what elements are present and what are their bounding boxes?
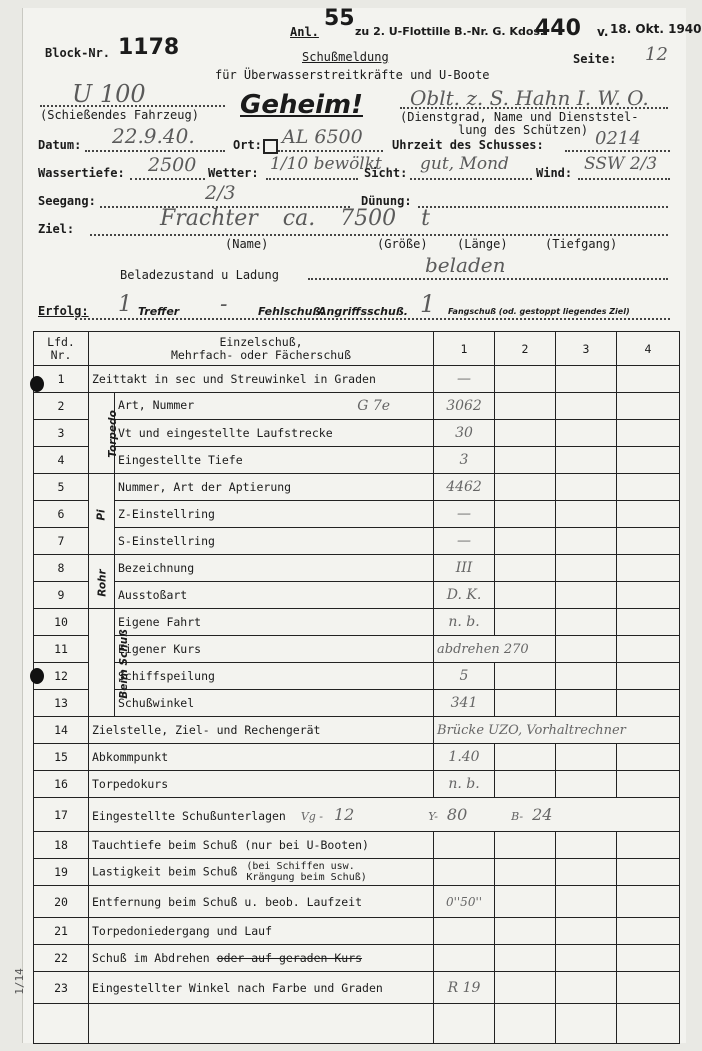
- table-row: [34, 474, 680, 501]
- row-label: Nummer, Art der Aptierung: [115, 474, 434, 501]
- row-label: Schußwinkel: [115, 690, 434, 717]
- group-rohr: [89, 555, 115, 609]
- row-label: Zeittakt in sec und Streuwinkel in Graden: [89, 366, 434, 393]
- table-row: [34, 886, 680, 918]
- row-struck-text: oder auf geraden Kurs: [216, 951, 363, 965]
- row-value-1: 3: [434, 447, 495, 474]
- doc-subtitle: für Überwasserstreitkräfte und U-Boote: [215, 68, 490, 82]
- margin-mark: 1/14: [12, 968, 26, 995]
- table-row: [34, 420, 680, 447]
- shooter-line: [400, 107, 668, 109]
- row-nr: 18: [34, 832, 89, 859]
- row-label: [115, 393, 434, 420]
- col-desc-line-2: Mehrfach- oder Fächerschuß: [171, 347, 352, 362]
- row-value-1: 4462: [434, 474, 495, 501]
- doc-title: Schußmeldung: [302, 50, 389, 64]
- wetter-line: [266, 178, 358, 180]
- row-nr: 13: [34, 690, 89, 717]
- duenung-line: [418, 206, 668, 208]
- row-nr: 4: [34, 447, 89, 474]
- row-nr: 3: [34, 420, 89, 447]
- ort-line: [278, 150, 383, 152]
- table-row: [34, 582, 680, 609]
- row-nr: 7: [34, 528, 89, 555]
- row-value-1: —: [434, 528, 495, 555]
- row-note-1: (bei Schiffen usw.: [246, 861, 355, 872]
- table-row: [34, 528, 680, 555]
- row-label: Torpedokurs: [89, 771, 434, 798]
- row-label: Eingestellter Winkel nach Farbe und Graden: [89, 972, 434, 1004]
- row-label: Abkommpunkt: [89, 744, 434, 771]
- y-label: Y-: [428, 810, 438, 823]
- ziel-label: Ziel:: [38, 222, 75, 236]
- secret-stamp: Geheim!: [240, 90, 363, 120]
- row-nr: 5: [34, 474, 89, 501]
- table-header-row: [34, 332, 680, 366]
- row-label: Z-Einstellring: [115, 501, 434, 528]
- wassertiefe-line: [130, 178, 205, 180]
- row-nr: 2: [34, 393, 89, 420]
- kdos-number: 440: [535, 16, 581, 41]
- table-row: [34, 447, 680, 474]
- row-label: S-Einstellring: [115, 528, 434, 555]
- laenge-label: (Länge): [457, 237, 508, 251]
- row-label-text: Schuß im Abdrehen: [92, 951, 210, 965]
- group-pi-label: Pi: [95, 509, 108, 521]
- row-nr: 15: [34, 744, 89, 771]
- table-row: [34, 609, 680, 636]
- page-value: 12: [645, 44, 668, 65]
- table-row: [34, 717, 680, 744]
- row-value-1: 341: [434, 690, 495, 717]
- vessel-line: [40, 105, 225, 107]
- vessel-value: U 100: [72, 80, 146, 108]
- block-label: Block-Nr.: [45, 46, 111, 60]
- punch-hole: [30, 668, 44, 684]
- uhrzeit-label: Uhrzeit des Schusses:: [392, 138, 544, 152]
- row-label: Ausstoßart: [115, 582, 434, 609]
- group-torpedo: [89, 393, 119, 474]
- row-nr: 23: [34, 972, 89, 1004]
- col-header-4: 4: [617, 332, 680, 366]
- date-prefix: v.: [597, 25, 609, 39]
- row-note: G 7e: [357, 398, 391, 414]
- wind-value: SSW 2/3: [584, 154, 658, 174]
- vessel-label: (Schießendes Fahrzeug): [40, 108, 199, 122]
- row-label: Vt und eingestellte Laufstrecke: [115, 420, 434, 447]
- row-label-text: Lastigkeit beim Schuß: [92, 864, 238, 879]
- duenung-label: Dünung:: [361, 194, 412, 208]
- datum-line: [85, 150, 225, 152]
- anl-prefix: Anl.: [290, 25, 319, 39]
- row-value-1: D. K.: [434, 582, 495, 609]
- block-number: 1178: [118, 35, 180, 60]
- row-nr: 12: [34, 663, 89, 690]
- erfolg-angriff-value: 1: [420, 290, 436, 318]
- row-label: [89, 798, 680, 832]
- ort-label: Ort:: [233, 138, 262, 152]
- group-torpedo-label: Torpedo: [106, 410, 119, 458]
- table-row: [34, 798, 680, 832]
- row-label-text: Art, Nummer: [118, 398, 195, 412]
- table-row: [34, 663, 680, 690]
- row-label: [89, 859, 434, 886]
- col-header-3: 3: [556, 332, 617, 366]
- table-row: [34, 501, 680, 528]
- row-value-1: R 19: [434, 972, 495, 1004]
- table-row: [34, 972, 680, 1004]
- seegang-label: Seegang:: [38, 194, 96, 208]
- ort-value: AL 6500: [282, 126, 363, 148]
- wind-line: [578, 178, 670, 180]
- erfolg-fehl-value: -: [220, 292, 228, 317]
- table-row: [34, 771, 680, 798]
- row-value-1: 0''50'': [434, 886, 495, 918]
- groesse-label: (Größe): [377, 237, 428, 251]
- erfolg-label: Erfolg:: [38, 304, 89, 318]
- checkbox-icon: [263, 139, 278, 154]
- vg-label: Vg -: [300, 810, 324, 823]
- row-label-text: Eingestellte Schußunterlagen: [92, 809, 286, 823]
- shooter-value: Oblt. z. S. Hahn I. W. O.: [410, 86, 649, 110]
- row-nr: 19: [34, 859, 89, 886]
- table-blank-row: [34, 1004, 680, 1044]
- row-label: Eingestellte Tiefe: [115, 447, 434, 474]
- punch-hole: [30, 376, 44, 392]
- row-nr: 17: [34, 798, 89, 832]
- shooter-label-1: (Dienstgrad, Name und Dienststel-: [400, 110, 639, 124]
- uhrzeit-value: 0214: [595, 128, 641, 149]
- col-lfd-line-2: Nr.: [50, 347, 72, 362]
- table-row: [34, 555, 680, 582]
- wind-label: Wind:: [536, 166, 573, 180]
- row-label: Eigener Kurs: [115, 636, 434, 663]
- beladung-line: [308, 278, 668, 280]
- page-label: Seite:: [573, 52, 617, 66]
- row-value-1: 1.40: [434, 744, 495, 771]
- row-value-1: 30: [434, 420, 495, 447]
- header-date: 18. Okt. 1940: [610, 22, 702, 36]
- ziel-value: Frachter ca. 7500 t: [160, 206, 431, 231]
- row-note: Brücke UZO, Vorhaltrechner: [434, 717, 680, 744]
- row-nr: 11: [34, 636, 89, 663]
- erfolg-angriff-label: Angriffsschuß.: [318, 305, 408, 318]
- row-nr: 14: [34, 717, 89, 744]
- row-value-1: —: [434, 501, 495, 528]
- row-label: Torpedoniedergang und Lauf: [89, 918, 434, 945]
- col-header-1: 1: [434, 332, 495, 366]
- table-row: [34, 744, 680, 771]
- datum-label: Datum:: [38, 138, 82, 152]
- uhrzeit-line: [565, 150, 670, 152]
- col-desc-line-1: Einzelschuß,: [219, 334, 303, 349]
- row-value-1: 5: [434, 663, 495, 690]
- col-header-lfd: [34, 332, 89, 366]
- table-row: [34, 945, 680, 972]
- sicht-value: gut, Mond: [420, 154, 509, 174]
- row-label: Eigene Fahrt: [115, 609, 434, 636]
- row-value-1: n. b.: [434, 771, 495, 798]
- erfolg-fang-label: Fangschuß (od. gestoppt liegendes Ziel): [448, 307, 630, 316]
- table-row: [34, 636, 680, 663]
- row-note: [246, 861, 366, 883]
- row-label: Schiffspeilung: [115, 663, 434, 690]
- shooter-label-2: lung des Schützen): [458, 123, 589, 137]
- anl-number: 55: [324, 6, 355, 31]
- row-label: Tauchtiefe beim Schuß (nur bei U-Booten): [89, 832, 434, 859]
- row-nr: 20: [34, 886, 89, 918]
- erfolg-treffer-value: 1: [118, 292, 132, 317]
- wassertiefe-value: 2500: [148, 154, 197, 176]
- table-row: [34, 832, 680, 859]
- row-value-1: n. b.: [434, 609, 495, 636]
- row-label: [89, 945, 434, 972]
- row-nr: 1: [34, 366, 89, 393]
- beladung-value: beladen: [425, 253, 506, 277]
- sicht-line: [410, 178, 532, 180]
- datum-value: 22.9.40.: [112, 124, 195, 148]
- table-row: [34, 393, 680, 420]
- erfolg-line: [75, 318, 670, 320]
- table-row: [34, 690, 680, 717]
- col-lfd-line-1: Lfd.: [47, 334, 75, 349]
- row-nr: 8: [34, 555, 89, 582]
- table-row: [34, 366, 680, 393]
- group-rohr-label: Rohr: [96, 568, 109, 597]
- y-value: 80: [446, 805, 468, 824]
- wassertiefe-label: Wassertiefe:: [38, 166, 125, 180]
- row-label: Entfernung beim Schuß u. beob. Laufzeit: [89, 886, 434, 918]
- wetter-value: 1/10 bewölkt: [270, 154, 382, 174]
- col-header-2: 2: [495, 332, 556, 366]
- row-value-1: abdrehen 270: [434, 636, 556, 663]
- group-beim-schuss: [89, 609, 130, 717]
- b-label: B-: [511, 810, 524, 823]
- row-label: Bezeichnung: [115, 555, 434, 582]
- group-pi: [89, 474, 115, 555]
- row-nr: 22: [34, 945, 89, 972]
- ziel-line: [90, 234, 668, 236]
- row-nr: 9: [34, 582, 89, 609]
- tiefgang-label: (Tiefgang): [545, 237, 618, 251]
- table-row: [34, 918, 680, 945]
- col-header-desc: [89, 332, 434, 366]
- row-note-2: Krängung beim Schuß): [246, 872, 367, 883]
- table-row: [34, 859, 680, 886]
- shot-data-table: [33, 331, 680, 1044]
- sicht-label: Sicht:: [364, 166, 408, 180]
- b-value: 24: [532, 805, 553, 824]
- name-label: (Name): [225, 237, 269, 251]
- seegang-value: 2/3: [205, 182, 236, 204]
- row-nr: 21: [34, 918, 89, 945]
- row-value-1: —: [434, 366, 495, 393]
- row-nr: 16: [34, 771, 89, 798]
- vg-value: 12: [333, 805, 355, 824]
- wetter-label: Wetter:: [208, 166, 259, 180]
- row-value-1: III: [434, 555, 495, 582]
- row-label: Zielstelle, Ziel- und Rechengerät: [89, 717, 434, 744]
- group-beim-schuss-label: Beim Schuß: [117, 628, 130, 699]
- row-nr: 10: [34, 609, 89, 636]
- erfolg-fehl-label: Fehlschuß.: [258, 305, 325, 318]
- row-nr: 6: [34, 501, 89, 528]
- row-value-1: 3062: [434, 393, 495, 420]
- beladung-label: Beladezustand u Ladung: [120, 268, 279, 282]
- anl-text: zu 2. U-Flottille B.-Nr. G. Kdos.: [355, 25, 545, 38]
- erfolg-treffer-label: Treffer: [138, 305, 180, 318]
